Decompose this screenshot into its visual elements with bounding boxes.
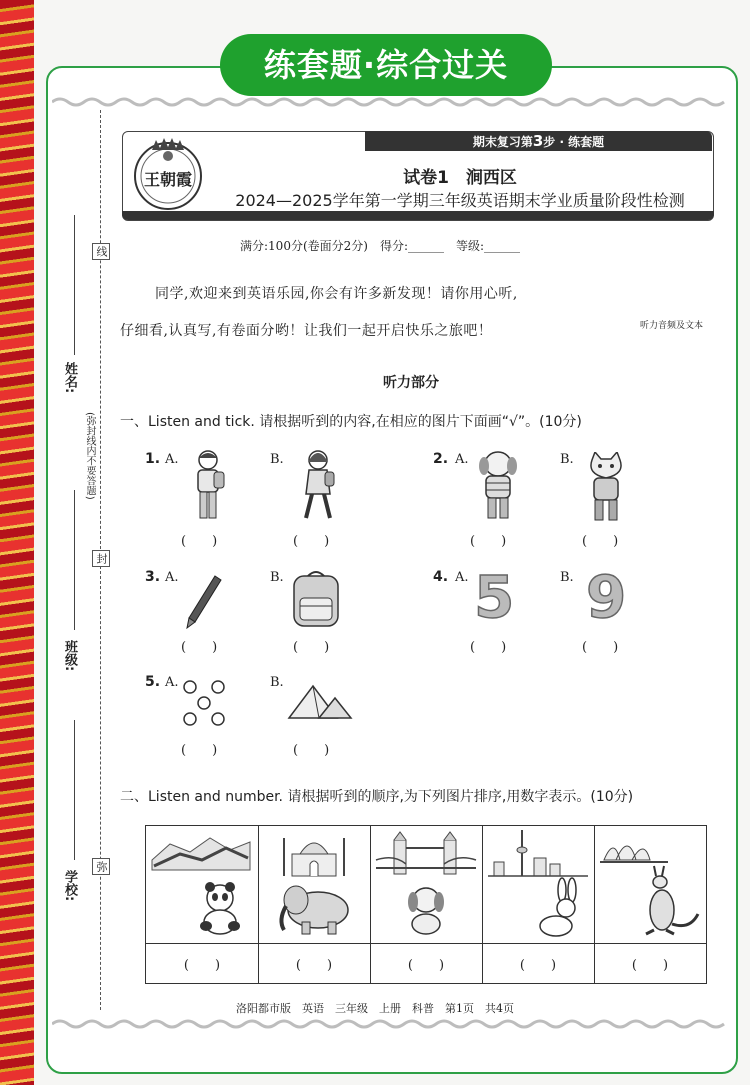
taj-mahal-elephant-icon bbox=[262, 830, 366, 938]
paper-subtitle: 2024—2025学年第一学期三年级英语期末学业质量阶段性检测 bbox=[235, 191, 685, 210]
q1-item2-a-answer[interactable]: ( ) bbox=[470, 534, 507, 549]
q1-item1-b-answer[interactable]: ( ) bbox=[293, 534, 330, 549]
q2-answer-5[interactable]: ( ) bbox=[631, 958, 669, 973]
name-field[interactable] bbox=[74, 215, 75, 355]
q1-item2-a-label: A. bbox=[455, 452, 469, 467]
q1-item4-b-answer[interactable]: ( ) bbox=[582, 640, 619, 655]
q2-title: 二、Listen and number. 请根据听到的顺序,为下列图片排序,用数字表示。(10分) bbox=[120, 789, 634, 805]
pyramids-icon bbox=[285, 682, 353, 724]
girl-icon bbox=[298, 448, 338, 528]
intro-line-1: 同学,欢迎来到英语乐园,你会有许多新发现！请你用心听, bbox=[155, 286, 518, 302]
dog-icon bbox=[473, 448, 523, 526]
step-number: 3 bbox=[532, 132, 544, 150]
circles-icon bbox=[180, 678, 230, 728]
q1-item4-number: 4. bbox=[433, 569, 449, 585]
top-wave-border bbox=[52, 96, 728, 108]
schoolbag-icon bbox=[286, 568, 346, 630]
bottom-wave-border bbox=[52, 1018, 728, 1030]
q2-answer-3[interactable]: ( ) bbox=[407, 958, 445, 973]
step-suffix: 步 · 练套题 bbox=[543, 135, 605, 149]
digit-five: 5 bbox=[474, 563, 515, 631]
boy-icon bbox=[188, 448, 228, 528]
q1-item5-a-answer[interactable]: ( ) bbox=[181, 743, 218, 758]
intro-line-2: 仔细看,认真写,有卷面分哟！让我们一起开启快乐之旅吧！ bbox=[120, 323, 493, 339]
step-prefix: 期末复习第 bbox=[472, 135, 533, 149]
score-line: 满分:100分(卷面分2分) 得分:______ 等级:______ bbox=[240, 239, 521, 253]
page-footer: 洛阳都市版 英语 三年级 上册 科普 第1页 共4页 bbox=[236, 1002, 514, 1015]
q1-item1-a-answer[interactable]: ( ) bbox=[181, 534, 218, 549]
q1-item1-b-label: B. bbox=[270, 452, 284, 467]
q1-item3-number: 3. bbox=[145, 569, 161, 585]
cn-tower-rabbit-icon bbox=[486, 830, 590, 938]
digit-nine: 9 bbox=[586, 563, 627, 631]
class-field[interactable] bbox=[74, 490, 75, 630]
q1-title: 一、Listen and tick. 请根据听到的内容,在相应的图片下面画“√”。(10分) bbox=[120, 414, 582, 430]
q2-answer-2[interactable]: ( ) bbox=[295, 958, 333, 973]
q1-item4-b-label: B. bbox=[560, 570, 574, 585]
section-heading: 听力部分 bbox=[383, 375, 439, 391]
q1-item4-a-label: A. bbox=[455, 570, 469, 585]
q1-item5-a-label: A. bbox=[165, 675, 179, 690]
seal-mark-mi: 弥 bbox=[92, 858, 110, 875]
banner-title: 练套题·综合过关 bbox=[220, 34, 552, 96]
name-label: 姓名: bbox=[62, 362, 77, 394]
seal-mark-xian: 线 bbox=[92, 243, 110, 260]
q1-item3-a-label: A. bbox=[165, 570, 179, 585]
q1-item2-b-answer[interactable]: ( ) bbox=[582, 534, 619, 549]
q1-item2-number: 2. bbox=[433, 451, 449, 467]
cat-icon bbox=[583, 452, 629, 526]
header-bottom-bar bbox=[122, 211, 714, 220]
opera-house-kangaroo-icon bbox=[598, 830, 702, 938]
tower-bridge-dog-icon bbox=[374, 830, 478, 938]
q1-item4-a-answer[interactable]: ( ) bbox=[470, 640, 507, 655]
great-wall-panda-icon bbox=[150, 830, 254, 938]
q2-answer-1[interactable]: ( ) bbox=[183, 958, 221, 973]
q1-item5-b-label: B. bbox=[270, 675, 284, 690]
q1-item1-a-label: A. bbox=[165, 452, 179, 467]
publisher-logo bbox=[130, 136, 206, 212]
q2-answer-4[interactable]: ( ) bbox=[519, 958, 557, 973]
step-bar bbox=[365, 131, 712, 151]
paper-title: 试卷1 涧西区 bbox=[403, 168, 517, 188]
q1-item5-number: 5. bbox=[145, 674, 161, 690]
decorative-ribbon bbox=[0, 0, 34, 1085]
seal-notice: (弥封线内不要答题) bbox=[84, 412, 95, 500]
q1-item3-b-label: B. bbox=[270, 570, 284, 585]
q1-item5-b-answer[interactable]: ( ) bbox=[293, 743, 330, 758]
q1-item2-b-label: B. bbox=[560, 452, 574, 467]
class-label: 班级: bbox=[62, 640, 77, 672]
school-label: 学校: bbox=[62, 870, 77, 902]
q1-item1-number: 1. bbox=[145, 451, 161, 467]
q2-picture-table bbox=[145, 825, 707, 984]
q1-item3-b-answer[interactable]: ( ) bbox=[293, 640, 330, 655]
pen-icon bbox=[183, 574, 223, 630]
seal-mark-feng: 封 bbox=[92, 550, 110, 567]
logo-text: 王朝霞 bbox=[143, 170, 193, 189]
q2-row-divider bbox=[146, 943, 706, 944]
q1-item3-a-answer[interactable]: ( ) bbox=[181, 640, 218, 655]
school-field[interactable] bbox=[74, 720, 75, 860]
audio-note: 听力音频及文本 bbox=[640, 321, 704, 331]
